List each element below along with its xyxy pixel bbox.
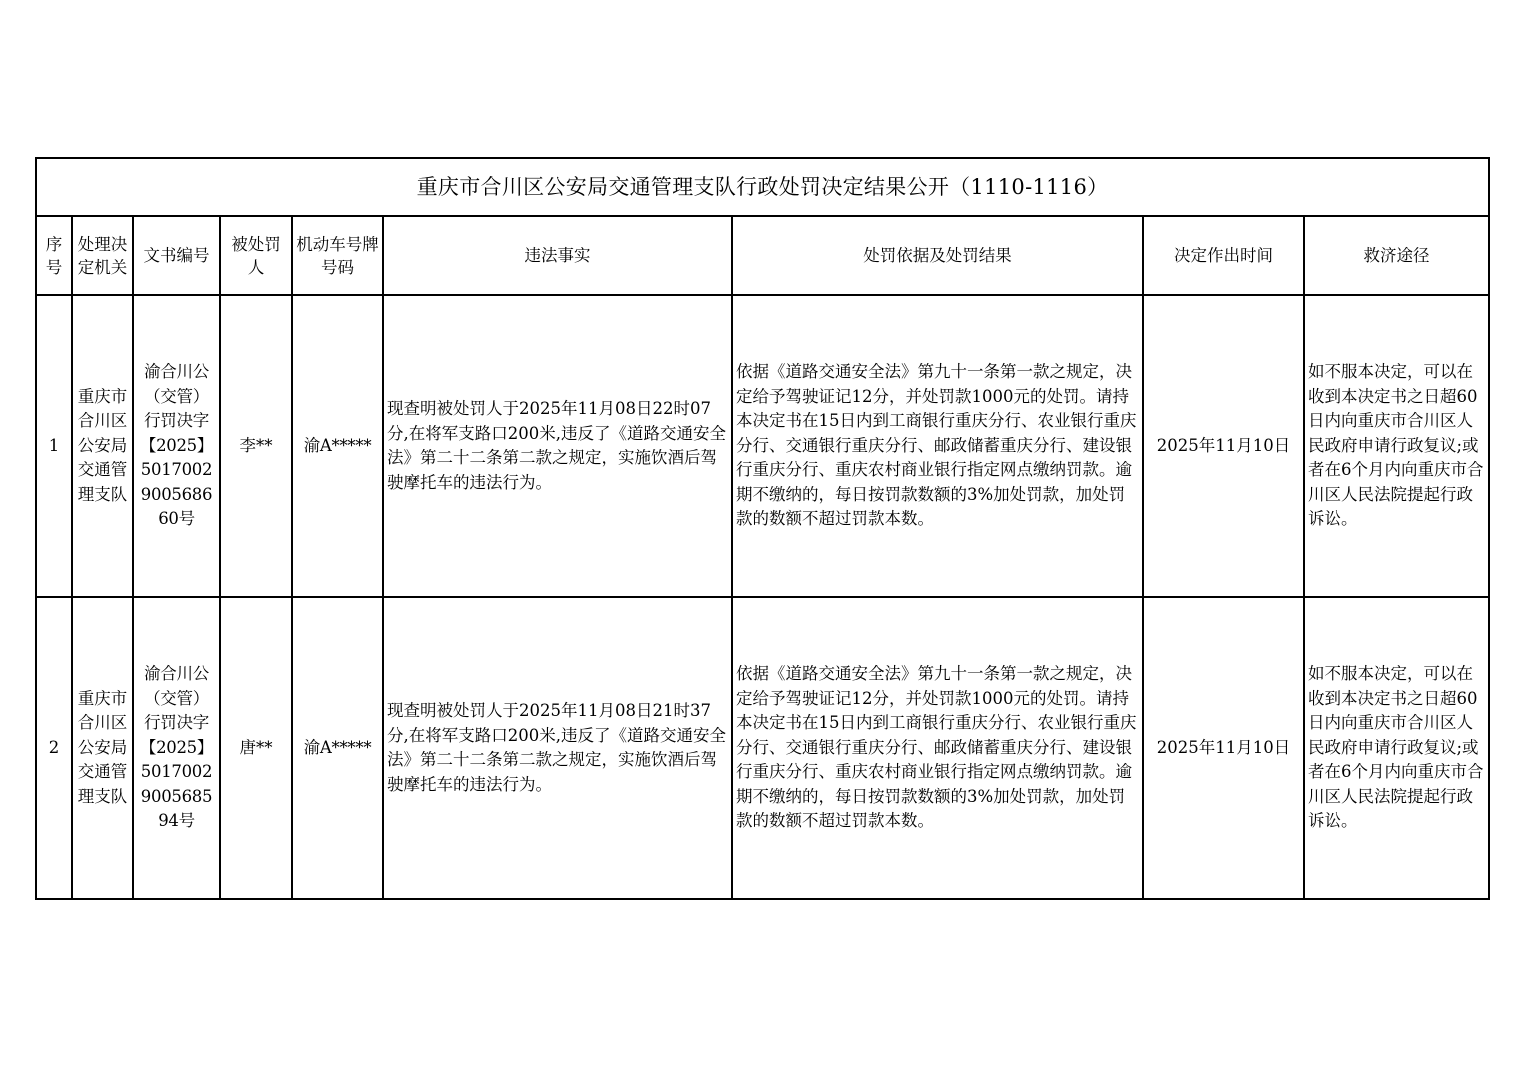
row-plate: 渝A*****: [292, 597, 383, 899]
row-date: 2025年11月10日: [1143, 295, 1304, 597]
row-plate: 渝A*****: [292, 295, 383, 597]
row-date: 2025年11月10日: [1143, 597, 1304, 899]
page-title: 重庆市合川区公安局交通管理支队行政处罚决定结果公开（1110-1116）: [36, 158, 1489, 216]
table-row: [36, 597, 1489, 899]
header-basis: 处罚依据及处罚结果: [732, 216, 1143, 295]
row-seq: 1: [36, 295, 72, 597]
table-row: [36, 295, 1489, 597]
row-person: 唐**: [220, 597, 292, 899]
header-plate: 机动车号牌号码: [292, 216, 383, 295]
header-authority: 处理决定机关: [72, 216, 133, 295]
header-doc-no: 文书编号: [133, 216, 220, 295]
row-authority: 重庆市合川区公安局交通管理支队: [72, 295, 133, 597]
row-remedy: 如不服本决定，可以在收到本决定书之日超60日内向重庆市合川区人民政府申请行政复议;或者在6个月内向重庆市合川区人民法院提起行政诉讼。: [1304, 295, 1489, 597]
row-facts: 现查明被处罚人于2025年11月08日21时37分,在将军支路口200米,违反了《道路交通安全法》第二十二条第二款之规定，实施饮酒后驾驶摩托车的违法行为。: [383, 597, 732, 899]
header-seq: 序号: [36, 216, 72, 295]
header-facts: 违法事实: [383, 216, 732, 295]
header-date: 决定作出时间: [1143, 216, 1304, 295]
row-authority: 重庆市合川区公安局交通管理支队: [72, 597, 133, 899]
row-seq: 2: [36, 597, 72, 899]
header-row: [36, 216, 1489, 295]
header-person: 被处罚人: [220, 216, 292, 295]
penalty-table: [35, 157, 1490, 900]
row-remedy: 如不服本决定，可以在收到本决定书之日超60日内向重庆市合川区人民政府申请行政复议;或者在6个月内向重庆市合川区人民法院提起行政诉讼。: [1304, 597, 1489, 899]
row-basis: 依据《道路交通安全法》第九十一条第一款之规定，决定给予驾驶证记12分，并处罚款1000元的处罚。请持本决定书在15日内到工商银行重庆分行、农业银行重庆分行、交通银行重庆分行、邮政储蓄重庆分行、建设银行重庆分行、重庆农村商业银行指定网点缴纳罚款。逾期不缴纳的，每日按罚款数额的3%加处罚款，加处罚款的数额不超过罚款本数。: [732, 295, 1143, 597]
row-doc-no: 渝合川公（交管）行罚决字【2025】5017002900568594号: [133, 597, 220, 899]
row-person: 李**: [220, 295, 292, 597]
header-remedy: 救济途径: [1304, 216, 1489, 295]
row-facts: 现查明被处罚人于2025年11月08日22时07分,在将军支路口200米,违反了《道路交通安全法》第二十二条第二款之规定，实施饮酒后驾驶摩托车的违法行为。: [383, 295, 732, 597]
row-basis: 依据《道路交通安全法》第九十一条第一款之规定，决定给予驾驶证记12分，并处罚款1000元的处罚。请持本决定书在15日内到工商银行重庆分行、农业银行重庆分行、交通银行重庆分行、邮政储蓄重庆分行、建设银行重庆分行、重庆农村商业银行指定网点缴纳罚款。逾期不缴纳的，每日按罚款数额的3%加处罚款，加处罚款的数额不超过罚款本数。: [732, 597, 1143, 899]
row-doc-no: 渝合川公（交管）行罚决字【2025】5017002900568660号: [133, 295, 220, 597]
